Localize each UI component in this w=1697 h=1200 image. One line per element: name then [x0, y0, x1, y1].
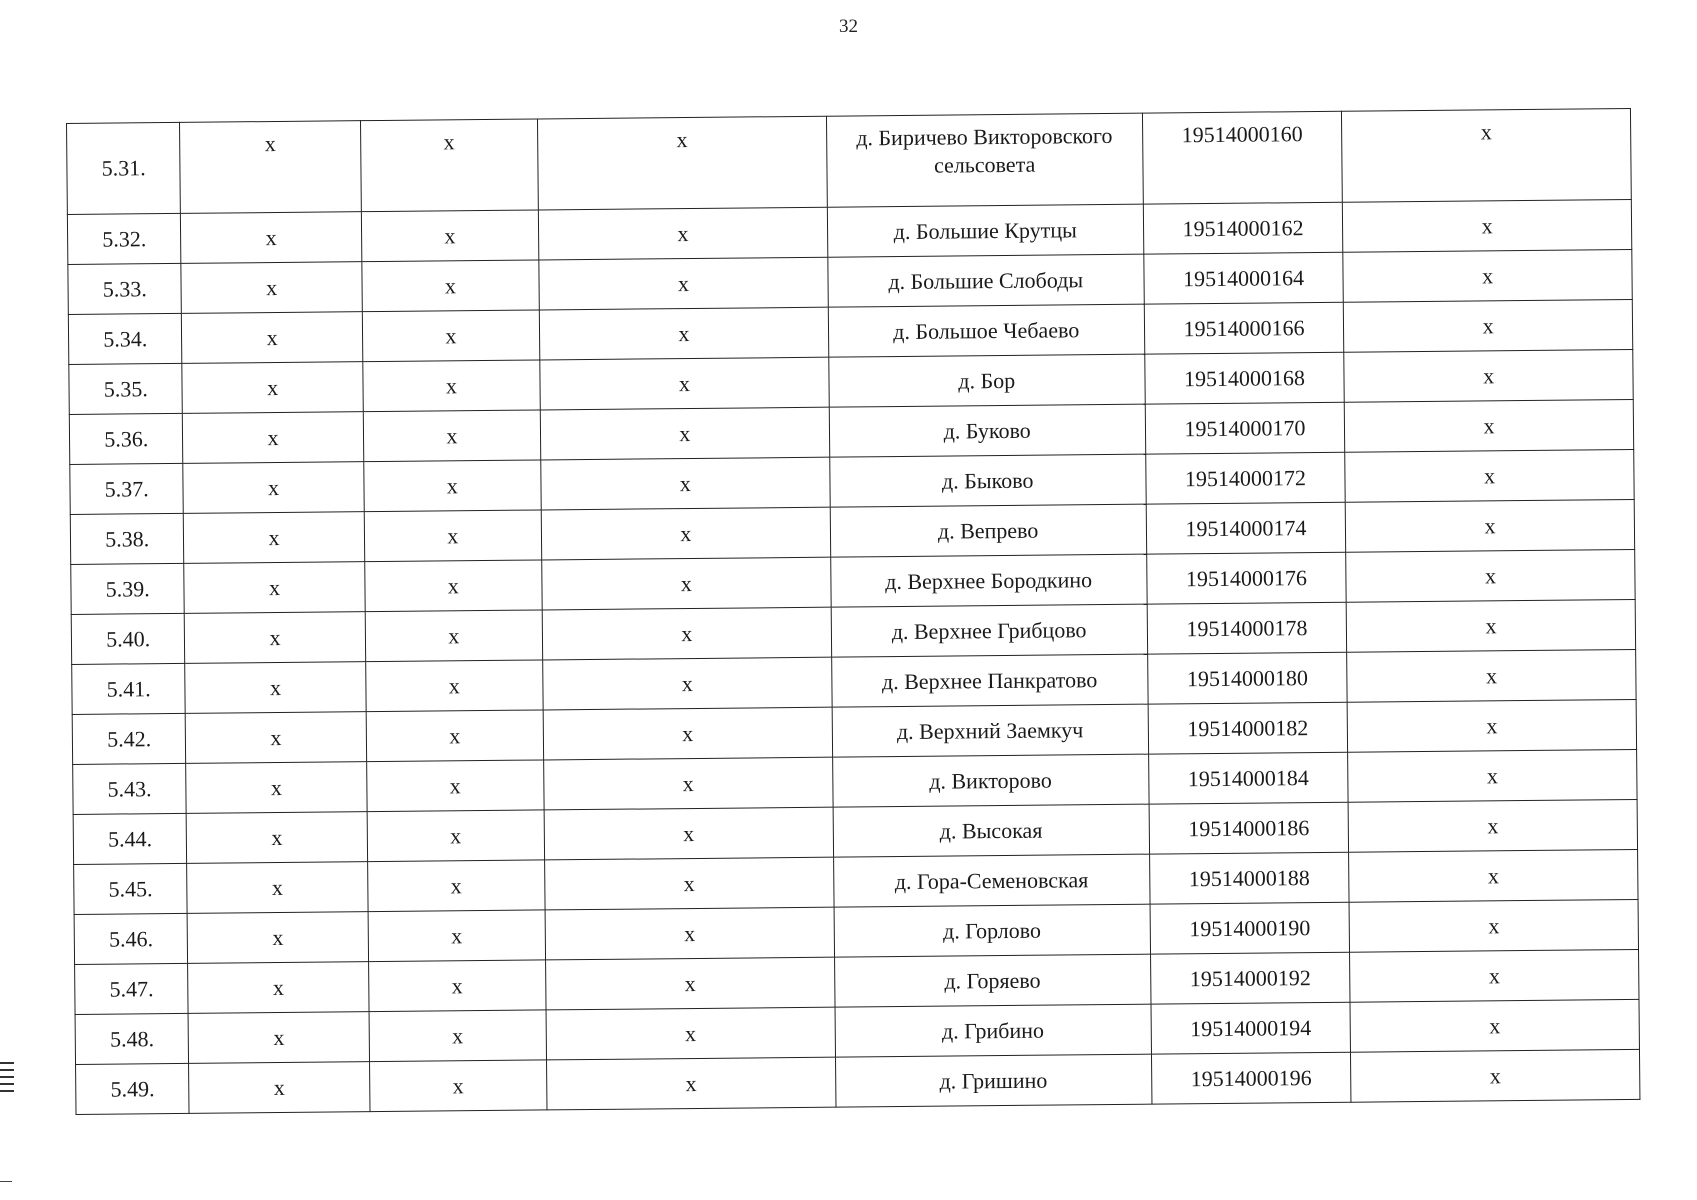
cell-x: х — [1343, 199, 1632, 252]
settlement-name-cell: д. Бор — [828, 354, 1144, 407]
cell-x: х — [540, 407, 829, 460]
cell-x: х — [361, 210, 539, 262]
cell-x: х — [360, 119, 538, 212]
row-number-cell: 5.35. — [69, 363, 183, 414]
cell-x: х — [363, 460, 541, 512]
settlement-name-cell: д. Вепрево — [830, 504, 1146, 557]
settlement-name-cell: д. Верхнее Панкратово — [831, 654, 1147, 707]
cell-x: х — [365, 660, 543, 712]
cell-x: х — [540, 357, 829, 410]
cell-x: х — [1348, 799, 1637, 852]
cell-x: х — [546, 1007, 835, 1060]
cell-x: х — [1344, 299, 1633, 352]
oktmo-code-cell: 19514000166 — [1144, 302, 1344, 354]
cell-x: х — [365, 610, 543, 662]
oktmo-code-cell: 19514000192 — [1150, 952, 1350, 1004]
cell-x: х — [189, 1062, 370, 1114]
cell-x: х — [1345, 449, 1634, 502]
cell-x: х — [544, 757, 833, 810]
cell-x: х — [369, 1010, 547, 1062]
settlement-name-cell: д. Биричево Викторовского сельсовета — [826, 113, 1143, 207]
cell-x: х — [181, 212, 362, 264]
margin-marks — [0, 1062, 14, 1097]
settlement-name-cell: д. Горлово — [834, 904, 1150, 957]
cell-x: х — [1342, 108, 1632, 202]
row-number-cell: 5.37. — [70, 463, 184, 514]
cell-x: х — [1343, 249, 1632, 302]
cell-x: х — [542, 607, 831, 660]
cell-x: х — [1348, 749, 1637, 802]
oktmo-code-cell: 19514000164 — [1144, 252, 1344, 304]
cell-x: х — [188, 962, 369, 1014]
oktmo-code-cell: 19514000196 — [1151, 1052, 1351, 1104]
cell-x: х — [183, 412, 364, 464]
cell-x: х — [545, 857, 834, 910]
settlement-name-cell: д. Верхний Заемкуч — [832, 704, 1148, 757]
settlement-name-cell: д. Верхнее Грибцово — [831, 604, 1147, 657]
cell-x: х — [1349, 899, 1638, 952]
cell-x: х — [538, 207, 827, 260]
cell-x: х — [1349, 849, 1638, 902]
cell-x: х — [186, 762, 367, 814]
cell-x: х — [544, 807, 833, 860]
settlement-name-cell: д. Викторово — [832, 754, 1148, 807]
settlement-name-cell: д. Горяево — [834, 954, 1150, 1007]
oktmo-code-cell: 19514000194 — [1151, 1002, 1351, 1054]
cell-x: х — [368, 960, 546, 1012]
table-row — [67, 108, 1632, 214]
settlement-name-cell: д. Быково — [829, 454, 1145, 507]
cell-x: х — [1350, 949, 1639, 1002]
cell-x: х — [185, 612, 366, 664]
cell-x: х — [1350, 999, 1639, 1052]
cell-x: х — [187, 862, 368, 914]
cell-x: х — [1351, 1049, 1640, 1102]
row-number-cell: 5.33. — [68, 263, 182, 314]
table-body — [67, 108, 1640, 1114]
settlement-name-cell: д. Верхнее Бородкино — [830, 554, 1146, 607]
cell-x: х — [364, 560, 542, 612]
row-number-cell: 5.34. — [68, 313, 182, 364]
cell-x: х — [541, 507, 830, 560]
settlement-name-cell: д. Большое Чебаево — [828, 304, 1144, 357]
settlement-name-cell: д. Большие Крутцы — [827, 204, 1143, 257]
row-number-cell: 5.41. — [72, 663, 186, 714]
settlements-table — [66, 108, 1640, 1115]
cell-x: х — [183, 462, 364, 514]
cell-x: х — [541, 457, 830, 510]
oktmo-code-cell: 19514000172 — [1145, 452, 1345, 504]
cell-x: х — [542, 557, 831, 610]
cell-x: х — [362, 310, 540, 362]
cell-x: х — [539, 307, 828, 360]
cell-x: х — [1345, 399, 1634, 452]
cell-x: х — [369, 1060, 547, 1112]
row-number-cell: 5.46. — [74, 913, 188, 964]
row-number-cell: 5.49. — [76, 1063, 190, 1114]
cell-x: х — [539, 257, 828, 310]
row-number-cell: 5.42. — [72, 713, 186, 764]
cell-x: х — [1344, 349, 1633, 402]
cell-x: х — [368, 910, 546, 962]
cell-x: х — [367, 860, 545, 912]
row-number-cell: 5.45. — [74, 863, 188, 914]
cell-x: х — [185, 662, 366, 714]
settlement-name-cell: д. Грибино — [835, 1004, 1151, 1057]
row-number-cell: 5.44. — [73, 813, 187, 864]
cell-x: х — [181, 262, 362, 314]
cell-x: х — [543, 657, 832, 710]
cell-x: х — [364, 510, 542, 562]
oktmo-code-cell: 19514000188 — [1149, 852, 1349, 904]
cell-x: х — [363, 360, 541, 412]
cell-x: х — [188, 1012, 369, 1064]
row-number-cell: 5.38. — [70, 513, 184, 564]
row-number-cell: 5.32. — [67, 213, 181, 264]
cell-x: х — [184, 512, 365, 564]
cell-x: х — [1346, 599, 1635, 652]
cell-x: х — [545, 907, 834, 960]
cell-x: х — [186, 712, 367, 764]
settlement-name-cell: д. Гора-Семеновская — [833, 854, 1149, 907]
page-number: 32 — [839, 16, 858, 37]
row-number-cell: 5.40. — [71, 613, 185, 664]
oktmo-code-cell: 19514000174 — [1146, 502, 1346, 554]
oktmo-code-cell: 19514000160 — [1142, 111, 1342, 204]
cell-x: х — [1347, 649, 1636, 702]
cell-x: х — [180, 121, 361, 214]
oktmo-code-cell: 19514000162 — [1143, 202, 1343, 254]
settlement-name-cell: д. Большие Слободы — [828, 254, 1144, 307]
row-number-cell: 5.31. — [67, 122, 181, 214]
oktmo-code-cell: 19514000176 — [1146, 552, 1346, 604]
cell-x: х — [182, 312, 363, 364]
oktmo-code-cell: 19514000190 — [1150, 902, 1350, 954]
cell-x: х — [362, 260, 540, 312]
oktmo-code-cell: 19514000180 — [1147, 652, 1347, 704]
cell-x: х — [367, 810, 545, 862]
oktmo-code-cell: 19514000184 — [1148, 752, 1348, 804]
cell-x: х — [1346, 549, 1635, 602]
oktmo-code-cell: 19514000182 — [1148, 702, 1348, 754]
cell-x: х — [366, 760, 544, 812]
settlement-name-cell: д. Буково — [829, 404, 1145, 457]
settlement-name-cell: д. Гришино — [835, 1054, 1151, 1107]
cell-x: х — [1347, 699, 1636, 752]
oktmo-code-cell: 19514000178 — [1147, 602, 1347, 654]
row-number-cell: 5.43. — [73, 763, 187, 814]
oktmo-code-cell: 19514000168 — [1144, 352, 1344, 404]
row-number-cell: 5.47. — [75, 963, 189, 1014]
margin-tick — [0, 1181, 12, 1182]
cell-x: х — [547, 1057, 836, 1110]
cell-x: х — [187, 812, 368, 864]
cell-x: х — [188, 912, 369, 964]
settlements-table-wrapper — [66, 108, 1640, 1115]
settlement-name-cell: д. Высокая — [833, 804, 1149, 857]
oktmo-code-cell: 19514000170 — [1145, 402, 1345, 454]
cell-x: х — [184, 562, 365, 614]
cell-x: х — [1345, 499, 1634, 552]
cell-x: х — [537, 116, 827, 210]
cell-x: х — [366, 710, 544, 762]
row-number-cell: 5.48. — [75, 1013, 189, 1064]
cell-x: х — [543, 707, 832, 760]
cell-x: х — [546, 957, 835, 1010]
row-number-cell: 5.36. — [69, 413, 183, 464]
cell-x: х — [182, 362, 363, 414]
cell-x: х — [363, 410, 541, 462]
oktmo-code-cell: 19514000186 — [1149, 802, 1349, 854]
row-number-cell: 5.39. — [71, 563, 185, 614]
